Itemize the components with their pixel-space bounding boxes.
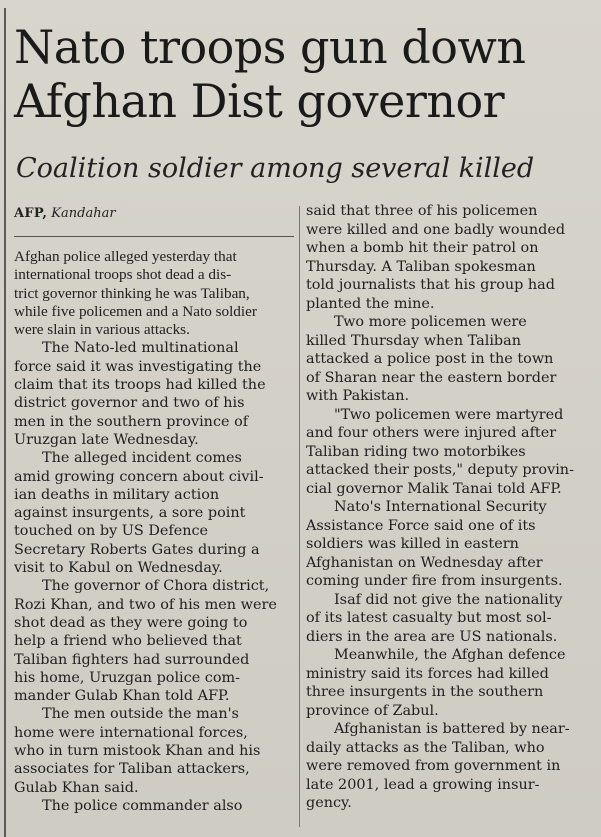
article-line: men in the southern province of [14,413,249,430]
article-line: three insurgents in the southern [306,684,544,700]
article-line: international troops shot dead a dis- [14,266,232,284]
article-line: soldiers was killed in eastern [306,536,519,552]
subheadline: Coalition soldier among several killed [16,153,535,184]
article-line: Two more policemen were [334,314,527,330]
article-line: diers in the area are US nationals. [306,628,558,645]
article-line: with Pakistan. [306,388,410,404]
article-line: were killed and one badly wounded [306,221,566,238]
article-line: killed Thursday when Taliban [306,332,521,349]
article-line: were slain in various attacks. [14,321,190,339]
article-line: Thursday. A Taliban spokesman [306,258,536,275]
article-line: mander Gulab Khan told AFP. [14,688,230,705]
article-line: who in turn mistook Khan and his [14,743,261,760]
article-line: amid growing concern about civil- [14,468,264,485]
left-border-rule [4,8,6,837]
article-line: Afghanistan is battered by near- [334,721,570,737]
article-line: Gulab Khan said. [14,779,139,796]
article-line: cial governor Malik Tanai told AFP. [306,480,562,497]
article-line: province of Zabul. [306,702,439,719]
article-line: touched on by US Defence [14,523,209,540]
article-line: and four others were injured after [306,425,557,441]
byline [14,206,294,222]
article-line: Afghanistan on Wednesday after [306,554,543,571]
article-line: The alleged incident comes [42,450,242,467]
article-line: shot dead as they were going to [14,614,248,631]
article-line: district governor and two of his [14,395,245,412]
article-line: ian deaths in military action [14,486,220,503]
article-line: when a bomb hit their patrol on [306,240,539,256]
article-line: "Two policemen were martyred [334,406,564,423]
byline-agency: AFP, [14,206,48,221]
article-line: daily attacks as the Taliban, who [306,739,545,756]
article-line: associates for Taliban attackers, [14,761,250,778]
article-line: were removed from government in [306,758,561,774]
headline-line-2: Afghan Dist governor [14,74,505,128]
headline-line-1: Nato troops gun down [14,20,526,74]
article-line: said that three of his policemen [306,203,538,219]
article-line: attacked a police post in the town [306,351,554,367]
article-line: Secretary Roberts Gates during a [14,541,260,558]
article-column-1 [14,248,294,815]
article-line: The governor of Chora district, [42,578,270,595]
article-line: Afghan police alleged yesterday that [14,248,237,265]
article-line: claim that its troops had killed the [14,377,266,394]
byline-divider [14,236,294,237]
article-line: Uruzgan late Wednesday. [14,431,199,448]
article-line: while five policemen and a Nato soldier [14,302,257,320]
article-line: of Sharan near the eastern border [306,369,557,386]
article-line: Taliban fighters had surrounded [14,651,250,668]
byline-place: Kandahar [51,206,116,221]
article-line: late 2001, lead a growing insur- [306,776,540,793]
column-divider [299,206,300,827]
article-line: The Nato-led multinational [42,340,239,357]
article-line: attacked their posts," deputy provin- [306,462,574,478]
article-line: trict governor thinking he was Taliban, [14,284,250,302]
article-line: Rozi Khan, and two of his men were [14,596,277,613]
article-line: force said it was investigating the [14,358,262,375]
article-line: home were international forces, [14,724,248,741]
article-line: help a friend who believed that [14,633,242,650]
article-line: told journalists that his group had [306,277,555,293]
article-line: Assistance Force said one of its [306,517,536,534]
article-line: The men outside the man's [42,706,239,723]
article-line: Meanwhile, the Afghan defence [334,647,566,663]
article-line: The police commander also [42,797,243,814]
article-line: coming under fire from insurgents. [306,573,563,589]
headline [14,20,594,128]
article-line: Taliban riding two motorbikes [306,443,526,460]
article-column-2 [306,202,588,813]
article-line: gency. [306,795,352,811]
article-line: visit to Kabul on Wednesday. [14,560,223,577]
article-line: of its latest casualty but most sol- [306,610,552,626]
article-line: ministry said its forces had killed [306,665,549,682]
article-line: Nato's International Security [334,499,547,515]
article-line: Isaf did not give the nationality [334,591,563,608]
article-line: his home, Uruzgan police com- [14,669,241,686]
article-line: against insurgents, a sore point [14,505,246,522]
article-line: planted the mine. [306,295,435,312]
